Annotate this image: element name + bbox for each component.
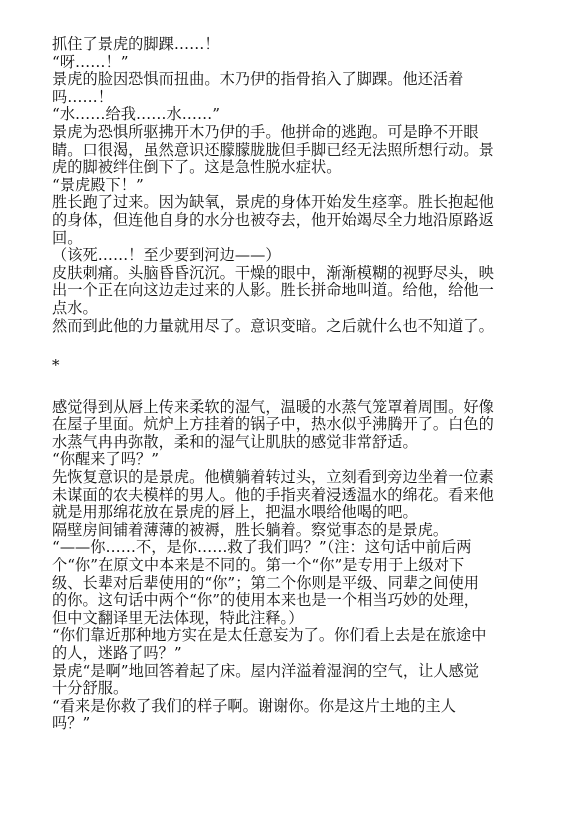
text-line: 景虎“是啊”地回答着起了床。屋内洋溢着湿润的空气，让人感觉 bbox=[52, 661, 480, 680]
section-separator: * bbox=[52, 356, 60, 375]
text-line: 虎的脚被绊住倒下了。这是急性脱水症状。 bbox=[52, 158, 342, 177]
text-line: 先恢复意识的是景虎。他横躺着转过头，立刻看到旁边坐着一位素 bbox=[52, 468, 494, 487]
text-line: 回。 bbox=[52, 228, 83, 247]
text-line: 但中文翻译里无法体现，特此注释。） bbox=[52, 608, 304, 627]
text-line: 的身体，但连他自身的水分也被夺去，他开始竭尽全力地沿原路返 bbox=[52, 210, 494, 229]
text-line: 点水。 bbox=[52, 298, 98, 317]
text-line: 的你。这句话中两个“你”的使用本来也是一个相当巧妙的处理， bbox=[52, 591, 480, 610]
text-line: 皮肤刺痛。头脑昏昏沉沉。干燥的眼中，渐渐模糊的视野尽头，映 bbox=[52, 263, 494, 282]
text-line: 个“你”在原文中本来是不同的。第一个“你”是专用于上级对下 bbox=[52, 556, 465, 575]
text-line: 隔壁房间铺着薄薄的被褥，胜长躺着。察觉事态的是景虎。 bbox=[52, 520, 449, 539]
text-line: “看来是你救了我们的样子啊。谢谢你。你是这片土地的主人 bbox=[52, 696, 456, 715]
text-line: 吗？” bbox=[52, 714, 91, 733]
document-page bbox=[52, 36, 530, 733]
text-line: 抓住了景虎的脚踝……！ bbox=[52, 35, 220, 53]
text-line: 级、长辈对后辈使用的“你”；第二个你则是平级、同辈之间使用 bbox=[52, 573, 480, 592]
text-line: 在屋子里面。炕炉上方挂着的锅子中，热水似乎沸腾开了。白色的 bbox=[52, 415, 494, 434]
section-gap bbox=[52, 377, 530, 399]
text-block-part1 bbox=[52, 36, 530, 335]
text-line: 然而到此他的力量就用尽了。意识变暗。之后就什么也不知道了。 bbox=[52, 316, 494, 335]
section-gap bbox=[52, 335, 530, 355]
text-line: 出一个正在向这边走过来的人影。胜长拼命地叫道。给他，给他一 bbox=[52, 281, 494, 300]
text-line: （该死……！至少要到河边——） bbox=[52, 246, 281, 265]
text-line: “你醒来了吗？” bbox=[52, 450, 160, 469]
text-line: 胜长跑了过来。因为缺氧，景虎的身体开始发生痉挛。胜长抱起他 bbox=[52, 193, 494, 212]
text-line: 睛。口很渴，虽然意识还朦朦胧胧但手脚已经无法照所想行动。景 bbox=[52, 140, 494, 159]
text-line: 水蒸气冉冉弥散，柔和的湿气让肌肤的感觉非常舒适。 bbox=[52, 432, 418, 451]
text-line: “水……给我……水……” bbox=[52, 105, 221, 124]
text-line: “呀……！” bbox=[52, 52, 129, 71]
text-line: “——你……不，是你……救了我们吗？”（注：这句话中前后两 bbox=[52, 538, 472, 557]
text-block-part2 bbox=[52, 399, 530, 733]
text-line: 十分舒服。 bbox=[52, 679, 129, 698]
text-line: 的人，迷路了吗？” bbox=[52, 644, 182, 662]
text-line: 未谋面的农夫模样的男人。他的手指夹着浸透温水的绵花。看来他 bbox=[52, 485, 494, 504]
text-line: 吗……！ bbox=[52, 87, 113, 106]
text-line: 景虎为恐惧所驱拂开木乃伊的手。他拼命的逃跑。可是睁不开眼 bbox=[52, 122, 479, 141]
text-line: 感觉得到从唇上传来柔软的湿气，温暖的水蒸气笼罩着周围。好像 bbox=[52, 397, 494, 416]
text-line: “景虎殿下！” bbox=[52, 175, 144, 194]
text-line: 就是用那绵花放在景虎的唇上，把温水喂给他喝的吧。 bbox=[52, 503, 418, 522]
text-line: 景虎的脸因恐惧而扭曲。木乃伊的指骨掐入了脚踝。他还活着 bbox=[52, 70, 464, 89]
text-line: “你们靠近那种地方实在是太任意妄为了。你们看上去是在旅途中 bbox=[52, 626, 487, 645]
